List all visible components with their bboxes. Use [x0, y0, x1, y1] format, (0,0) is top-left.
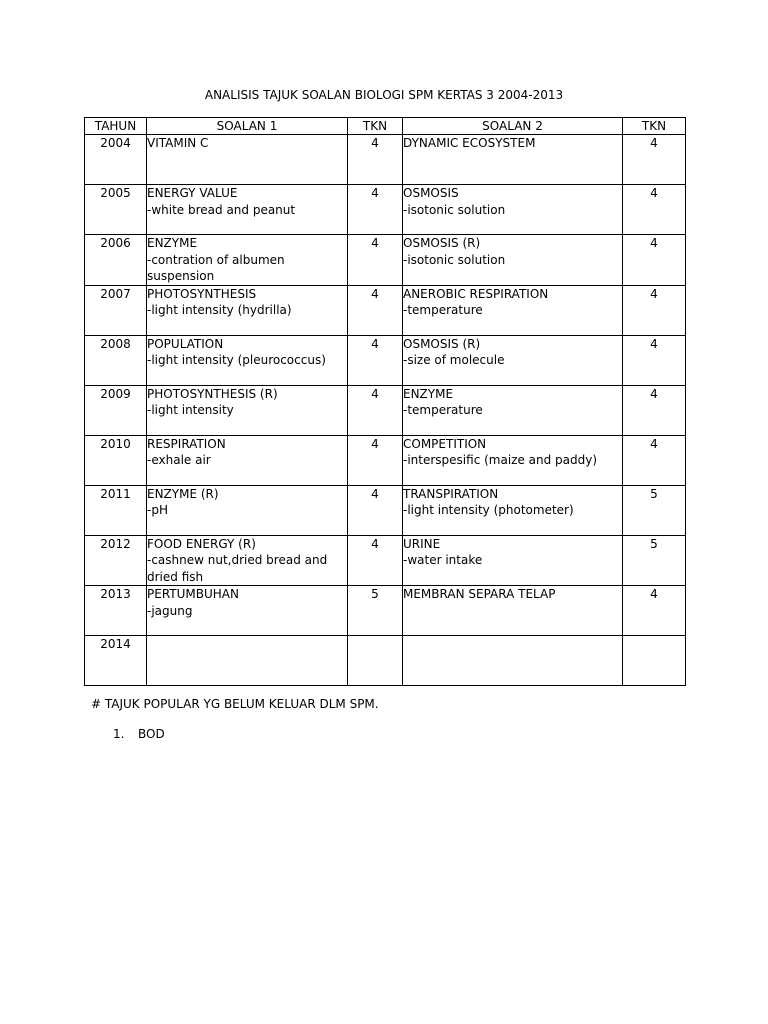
cell-line: ENZYME	[147, 236, 198, 250]
list-item-number: 1.	[113, 727, 125, 741]
tkn-2-cell: 4	[623, 435, 686, 485]
tkn-2-cell: 4	[623, 285, 686, 335]
cell-line: -light intensity (pleurococcus)	[147, 353, 326, 367]
header-tkn-1: TKN	[348, 118, 403, 135]
cell-line: -light intensity	[147, 403, 234, 417]
question-2-cell	[403, 185, 623, 235]
cell-line: COMPETITION	[403, 436, 487, 451]
cell-line: -exhale air	[147, 453, 211, 467]
cell-line: -pH	[147, 503, 168, 517]
question-2-cell	[403, 385, 623, 435]
tkn-1-cell: 4	[348, 485, 403, 535]
question-2-cell	[403, 586, 623, 636]
year-cell: 2012	[85, 535, 147, 586]
cell-line: ENERGY VALUE	[147, 186, 238, 200]
cell-line: FOOD ENERGY (R)	[147, 536, 256, 551]
list-item	[113, 726, 165, 742]
cell-line: RESPIRATION	[147, 436, 226, 451]
table-row	[85, 586, 686, 636]
question-2-cell	[403, 485, 623, 535]
cell-line: -temperature	[403, 303, 483, 317]
table-row	[85, 185, 686, 235]
question-1-cell	[147, 135, 348, 185]
cell-line: -light intensity (photometer)	[403, 503, 574, 517]
cell-line: OSMOSIS (R)	[403, 336, 481, 351]
question-1-cell	[147, 335, 348, 385]
table-row	[85, 636, 686, 686]
tkn-1-cell: 4	[348, 285, 403, 335]
question-2-cell	[403, 285, 623, 335]
cell-line: -water intake	[403, 553, 483, 567]
year-cell: 2011	[85, 485, 147, 535]
table-row	[85, 535, 686, 586]
cell-line: -contration of albumen	[147, 252, 285, 267]
table-row	[85, 485, 686, 535]
tkn-1-cell: 4	[348, 335, 403, 385]
tkn-2-cell	[623, 636, 686, 686]
topic-analysis-table	[84, 117, 686, 686]
cell-line: -light intensity (hydrilla)	[147, 303, 292, 317]
year-cell: 2006	[85, 235, 147, 286]
popular-topics-list	[113, 726, 165, 742]
document-title: ANALISIS TAJUK SOALAN BIOLOGI SPM KERTAS 3 2004-2013	[204, 88, 564, 102]
year-cell: 2005	[85, 185, 147, 235]
question-2-cell	[403, 636, 623, 686]
question-1-cell	[147, 435, 348, 485]
cell-line: -jagung	[147, 603, 193, 618]
tkn-2-cell: 5	[623, 535, 686, 586]
question-1-cell	[147, 586, 348, 636]
question-2-cell	[403, 535, 623, 586]
cell-line: PHOTOSYNTHESIS	[147, 286, 257, 301]
header-tkn-2: TKN	[623, 118, 686, 135]
cell-line: -isotonic solution	[403, 202, 506, 217]
tkn-1-cell: 4	[348, 435, 403, 485]
cell-line: OSMOSIS (R)	[403, 236, 481, 250]
cell-line: DYNAMIC ECOSYSTEM	[403, 136, 536, 150]
table-row	[85, 385, 686, 435]
tkn-2-cell: 4	[623, 235, 686, 286]
cell-line: -temperature	[403, 403, 483, 417]
year-cell: 2008	[85, 335, 147, 385]
year-cell: 2013	[85, 586, 147, 636]
cell-line: -size of molecule	[403, 353, 505, 367]
question-1-cell	[147, 636, 348, 686]
table-body	[85, 135, 686, 686]
tkn-1-cell: 4	[348, 535, 403, 586]
header-question-2: SOALAN 2	[403, 118, 623, 135]
question-2-cell	[403, 435, 623, 485]
question-1-cell	[147, 385, 348, 435]
tkn-1-cell	[348, 636, 403, 686]
tkn-2-cell: 4	[623, 385, 686, 435]
cell-line: -isotonic solution	[403, 252, 506, 267]
tkn-1-cell: 5	[348, 586, 403, 636]
table-row	[85, 235, 686, 286]
cell-line: suspension	[147, 269, 215, 283]
table-row	[85, 285, 686, 335]
question-1-cell	[147, 535, 348, 586]
year-cell: 2010	[85, 435, 147, 485]
tkn-2-cell: 4	[623, 335, 686, 385]
cell-line: dried fish	[147, 569, 204, 584]
question-2-cell	[403, 135, 623, 185]
tkn-2-cell: 4	[623, 185, 686, 235]
cell-line: URINE	[403, 536, 441, 551]
header-question-1: SOALAN 1	[147, 118, 348, 135]
cell-line: VITAMIN C	[147, 136, 209, 150]
question-1-cell	[147, 185, 348, 235]
table-header-row	[85, 118, 686, 135]
cell-line: PHOTOSYNTHESIS (R)	[147, 386, 278, 401]
list-item-text: BOD	[138, 727, 165, 741]
table-row	[85, 335, 686, 385]
tkn-2-cell: 4	[623, 135, 686, 185]
table-row	[85, 135, 686, 185]
question-1-cell	[147, 485, 348, 535]
tkn-2-cell: 4	[623, 586, 686, 636]
cell-line: -interspesific (maize and paddy)	[403, 453, 598, 467]
header-year: TAHUN	[85, 118, 147, 135]
table-row	[85, 435, 686, 485]
cell-line: MEMBRAN SEPARA TELAP	[403, 587, 556, 601]
tkn-1-cell: 4	[348, 235, 403, 286]
cell-line: POPULATION	[147, 336, 224, 351]
cell-line: ANEROBIC RESPIRATION	[403, 286, 549, 301]
year-cell: 2007	[85, 285, 147, 335]
tkn-1-cell: 4	[348, 385, 403, 435]
question-2-cell	[403, 335, 623, 385]
popular-topics-note: # TAJUK POPULAR YG BELUM KELUAR DLM SPM.	[91, 697, 379, 711]
year-cell: 2009	[85, 385, 147, 435]
tkn-1-cell: 4	[348, 135, 403, 185]
cell-line: PERTUMBUHAN	[147, 587, 239, 601]
question-1-cell	[147, 235, 348, 286]
tkn-2-cell: 5	[623, 485, 686, 535]
cell-line: ENZYME	[403, 386, 454, 401]
cell-line: -white bread and peanut	[147, 202, 296, 217]
year-cell: 2004	[85, 135, 147, 185]
year-cell: 2014	[85, 636, 147, 686]
cell-line: -cashnew nut,dried bread and	[147, 553, 328, 567]
cell-line: ENZYME (R)	[147, 486, 219, 501]
question-2-cell	[403, 235, 623, 286]
question-1-cell	[147, 285, 348, 335]
tkn-1-cell: 4	[348, 185, 403, 235]
cell-line: TRANSPIRATION	[403, 486, 499, 501]
cell-line: OSMOSIS	[403, 186, 459, 200]
